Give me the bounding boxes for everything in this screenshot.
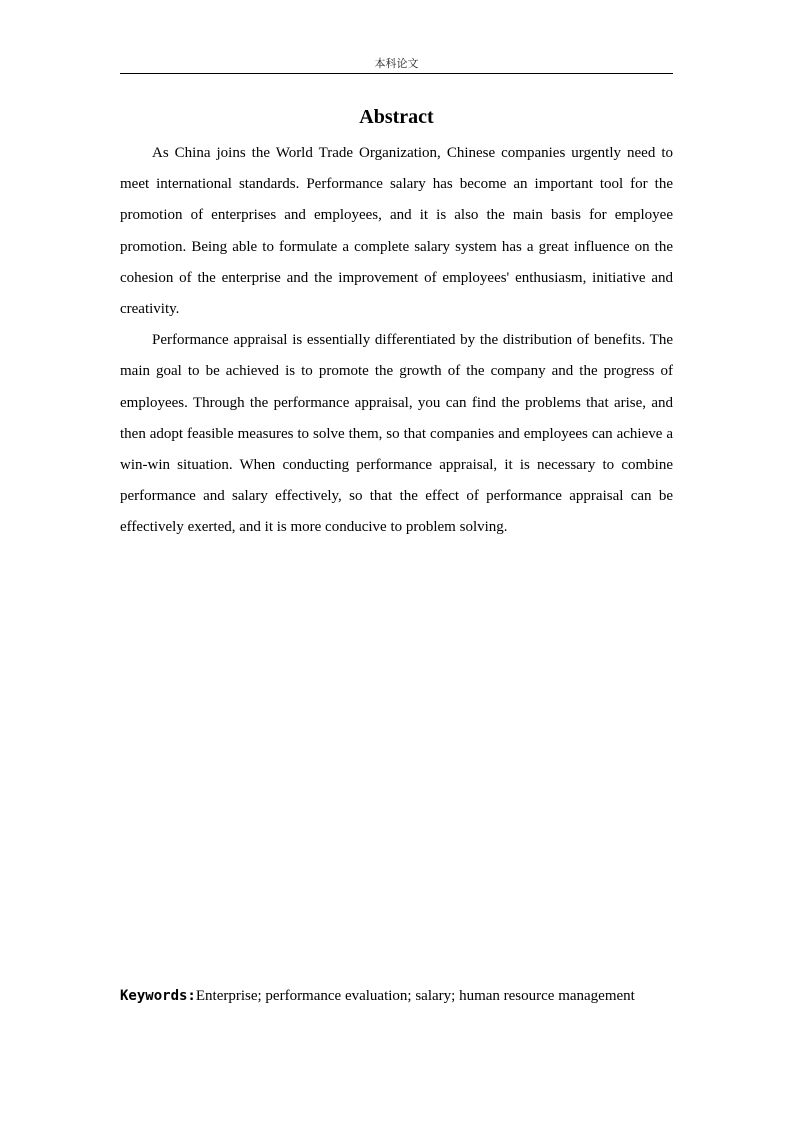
- keywords-label: Keywords:: [120, 988, 196, 1004]
- abstract-paragraph-1: As China joins the World Trade Organization, Chinese companies urgently need to meet international standards. Performance salary has become an important tool for the promotion of enterprises and employees, and it is also the main basis for employee promotion. Being able to formulate a complete salary system has a great influence on the cohesion of the enterprise and the improvement of employees' enthusiasm, initiative and creativity.: [120, 145, 673, 318]
- running-header: 本科论文: [374, 58, 419, 70]
- header-rule: [120, 73, 673, 74]
- keywords-line: [120, 984, 700, 1008]
- abstract-paragraph-2: Performance appraisal is essentially differentiated by the distribution of benefits. The main goal to be achieved is to promote the growth of the company and the progress of employees. Through the performance appraisal, you can find the problems that arise, and then adopt feasible measures to solve them, so that companies and employees can achieve a win-win situation. When conducting performance appraisal, it is necessary to combine performance and salary effectively, so that the effect of performance appraisal can be effectively exerted, and it is more conducive to problem solving.: [120, 332, 673, 536]
- abstract-body: [120, 138, 673, 544]
- keywords-text: Enterprise; performance evaluation; salary; human resource management: [195, 988, 635, 1004]
- abstract-title: Abstract: [359, 106, 434, 128]
